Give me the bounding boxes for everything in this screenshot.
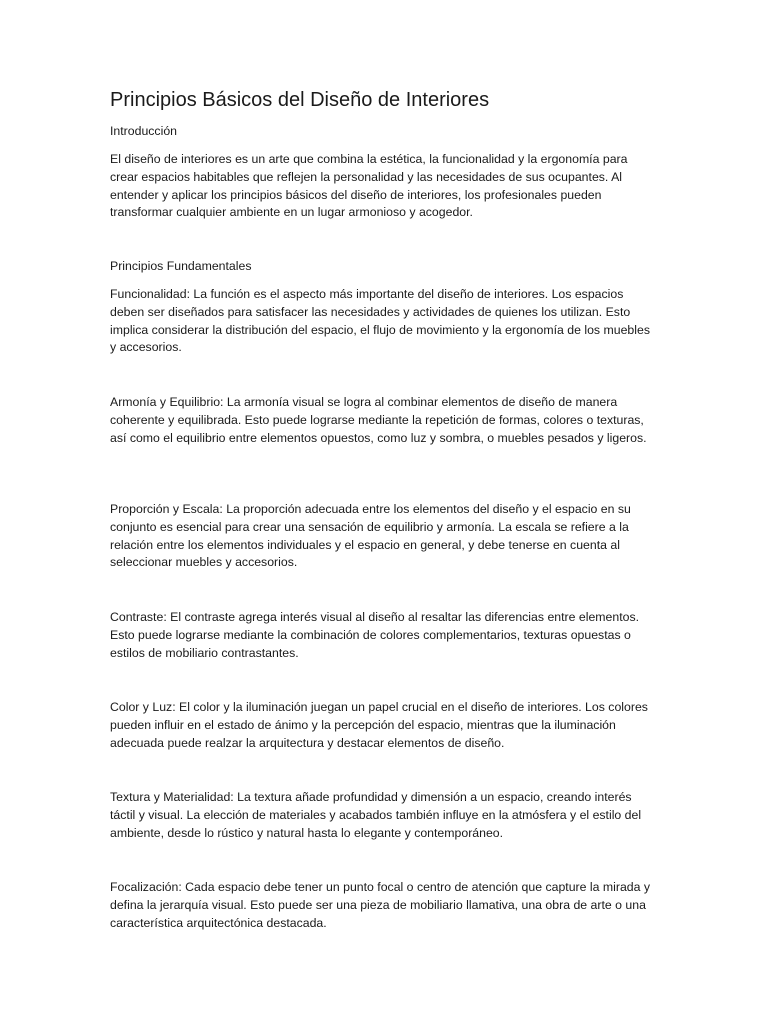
principle-proporcion-escala: Proporción y Escala: La proporción adecuada entre los elementos del diseño y el espacio en su conjunto es esencial para crear una sensación de equilibrio y armonía. La escala se refiere a la relación entre los elementos individuales y el espacio en general, y debe tenerse en cuenta al seleccionar muebles y accesorios. bbox=[110, 502, 631, 570]
principle-armonia-equilibrio: Armonía y Equilibrio: La armonía visual se logra al combinar elementos de diseño de manera coherente y equilibrada. Esto puede lograrse mediante la repetición de formas, colores o texturas, así como el equilibrio entre elementos opuestos, como luz y sombra, o muebles pesados y ligeros. bbox=[110, 395, 647, 445]
principle-focalizacion: Focalización: Cada espacio debe tener un punto focal o centro de atención que capture la mirada y defina la jerarquía visual. Esto puede ser una pieza de mobiliario llamativa, una obra de arte o una característica arquitectónica destacada. bbox=[110, 880, 651, 930]
principle-textura-materialidad: Textura y Materialidad: La textura añade profundidad y dimensión a un espacio, creando interés táctil y visual. La elección de materiales y acabados también influye en la atmósfera y el estilo del ambiente, desde lo rústico y natural hasta lo elegante y contemporáneo. bbox=[110, 790, 642, 840]
intro-paragraph: El diseño de interiores es un arte que combina la estética, la funcionalidad y la ergonomía para crear espacios habitables que reflejen la personalidad y las necesidades de sus ocupantes. Al entender y aplicar los principios básicos del diseño de interiores, los profesionales pueden transformar cualquier ambiente en un lugar armonioso y acogedor. bbox=[110, 152, 628, 220]
intro-heading: Introducción bbox=[110, 124, 177, 138]
principles-heading: Principios Fundamentales bbox=[110, 259, 252, 273]
document-title: Principios Básicos del Diseño de Interiores bbox=[110, 89, 490, 111]
principle-contraste: Contraste: El contraste agrega interés visual al diseño al resaltar las diferencias entre elementos. Esto puede lograrse mediante la combinación de colores complementarios, texturas opuestas o estilos de mobiliario contrastantes. bbox=[110, 610, 640, 660]
principle-funcionalidad: Funcionalidad: La función es el aspecto más importante del diseño de interiores. Los espacios deben ser diseñados para satisfacer las necesidades y actividades de quienes los utilizan. Esto implica considerar la distribución del espacio, el flujo de movimiento y la ergonomía de los muebles y accesorios. bbox=[110, 287, 650, 355]
principle-color-luz: Color y Luz: El color y la iluminación juegan un papel crucial en el diseño de interiores. Los colores pueden influir en el estado de ánimo y la percepción del espacio, mientras que la iluminación adecuada puede realzar la arquitectura y destacar elementos de diseño. bbox=[110, 700, 648, 750]
